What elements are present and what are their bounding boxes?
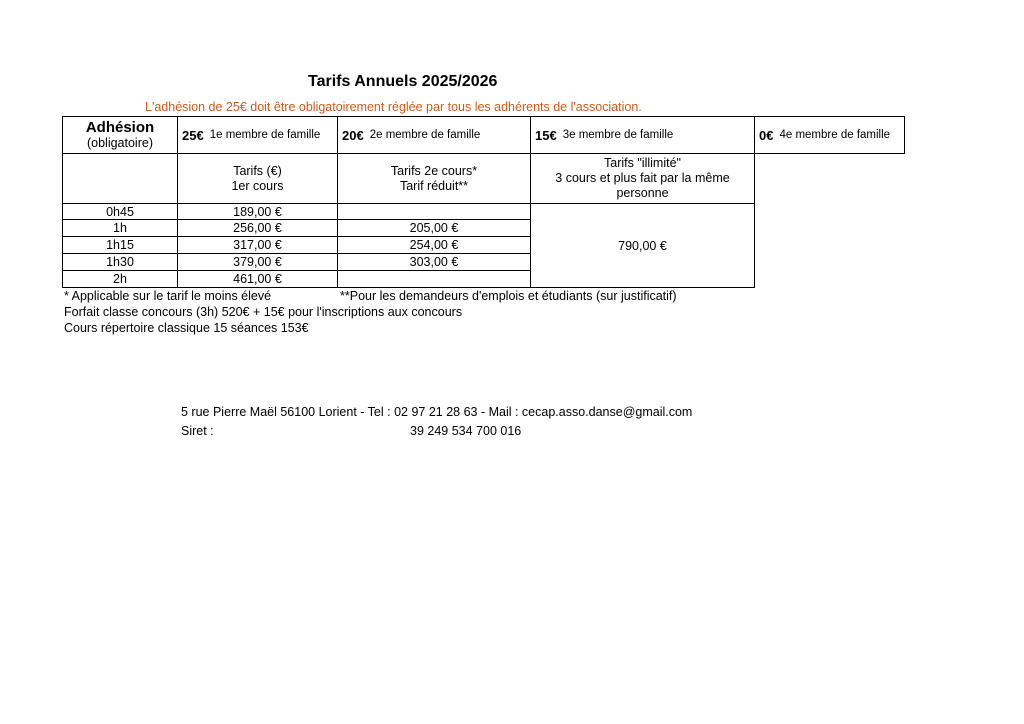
row-first-price: 461,00 € bbox=[178, 271, 338, 288]
tier-label: 3e membre de famille bbox=[562, 129, 674, 141]
note-repertoire: Cours répertoire classique 15 séances 153€ bbox=[64, 321, 309, 335]
header-empty-cell bbox=[62, 154, 178, 204]
note-reduced: **Pour les demandeurs d'emplois et étudiants (sur justificatif) bbox=[340, 289, 677, 303]
row-second-price bbox=[338, 204, 531, 220]
row-duration: 0h45 bbox=[62, 204, 178, 220]
tier-label: 1e membre de famille bbox=[209, 129, 321, 141]
header-line: Tarifs (€) bbox=[233, 163, 282, 178]
adhesion-tier-4 bbox=[755, 116, 905, 154]
footer-address: 5 rue Pierre Maël 56100 Lorient - Tel : 02 97 21 28 63 - Mail : cecap.asso.danse@gmail.com bbox=[181, 405, 693, 419]
unlimited-price: 790,00 € bbox=[531, 204, 755, 288]
row-duration: 1h15 bbox=[62, 237, 178, 254]
adhesion-title: Adhésion bbox=[85, 119, 155, 136]
header-second-course bbox=[338, 154, 531, 204]
footer-siret-label: Siret : bbox=[181, 424, 214, 438]
header-line: Tarifs "illimité" bbox=[604, 156, 681, 170]
row-first-price: 379,00 € bbox=[178, 254, 338, 271]
row-second-price bbox=[338, 271, 531, 288]
tier-amount: 15€ bbox=[535, 127, 557, 143]
header-line: Tarif réduit** bbox=[399, 178, 469, 193]
row-duration: 1h bbox=[62, 220, 178, 237]
row-first-price: 256,00 € bbox=[178, 220, 338, 237]
adhesion-tier-3 bbox=[531, 116, 755, 154]
row-first-price: 317,00 € bbox=[178, 237, 338, 254]
header-line: 1er cours bbox=[231, 178, 284, 193]
row-second-price: 303,00 € bbox=[338, 254, 531, 271]
row-duration: 1h30 bbox=[62, 254, 178, 271]
adhesion-subtitle: (obligatoire) bbox=[86, 136, 153, 150]
row-first-price: 189,00 € bbox=[178, 204, 338, 220]
row-duration: 2h bbox=[62, 271, 178, 288]
header-line: Tarifs 2e cours* bbox=[390, 163, 478, 178]
note-forfait: Forfait classe concours (3h) 520€ + 15€ pour l'inscriptions aux concours bbox=[64, 305, 463, 319]
header-line: personne bbox=[616, 186, 669, 200]
row-second-price: 254,00 € bbox=[338, 237, 531, 254]
tier-amount: 0€ bbox=[759, 127, 774, 143]
tier-amount: 25€ bbox=[182, 127, 204, 143]
adhesion-tier-2 bbox=[338, 116, 531, 154]
header-unlimited bbox=[531, 154, 755, 204]
tier-label: 2e membre de famille bbox=[369, 129, 481, 141]
footer-siret-value: 39 249 534 700 016 bbox=[410, 424, 522, 438]
tier-label: 4e membre de famille bbox=[779, 129, 891, 141]
row-second-price: 205,00 € bbox=[338, 220, 531, 237]
header-line: 3 cours et plus fait par la même bbox=[555, 171, 730, 185]
adhesion-notice: L'adhésion de 25€ doit être obligatoirement réglée par tous les adhérents de l'association. bbox=[145, 100, 642, 114]
note-applicable: * Applicable sur le tarif le moins élevé bbox=[64, 289, 272, 303]
adhesion-tier-1 bbox=[178, 116, 338, 154]
adhesion-header-cell bbox=[62, 116, 178, 154]
tier-amount: 20€ bbox=[342, 127, 364, 143]
header-first-course bbox=[178, 154, 338, 204]
page-title: Tarifs Annuels 2025/2026 bbox=[308, 73, 498, 90]
